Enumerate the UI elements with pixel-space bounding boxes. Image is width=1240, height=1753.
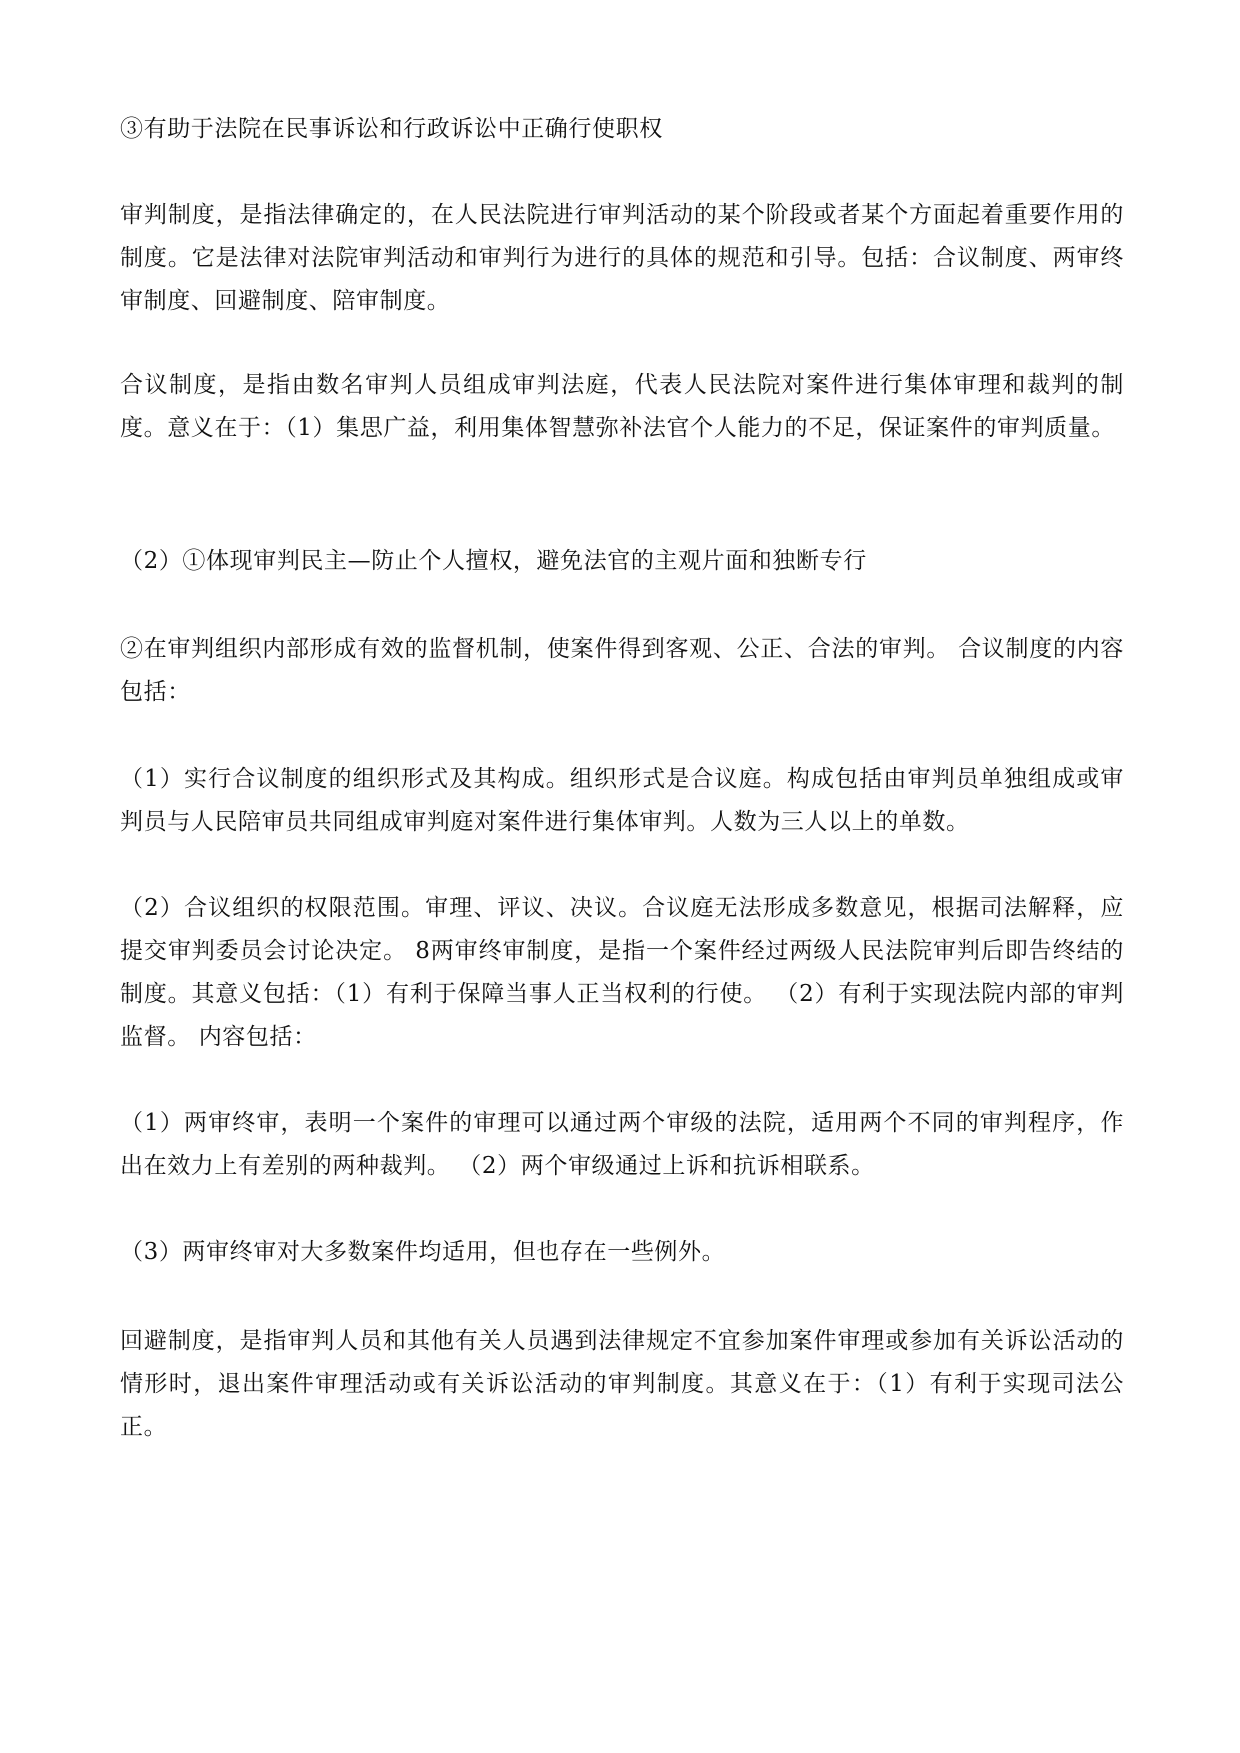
paragraph-4: （2）①体现审判民主—防止个人擅权，避免法官的主观片面和独断专行 [120, 548, 867, 574]
paragraph-10: 回避制度，是指审判人员和其他有关人员遇到法律规定不宜参加案件审理或参加有关诉讼活动的情形时，退出案件审理活动或有关诉讼活动的审判制度。其意义在于：（1）有利于实现司法公正。 [120, 1328, 1124, 1440]
paragraph-1: ③有助于法院在民事诉讼和行政诉讼中正确行使职权 [120, 116, 663, 142]
paragraph-3: 合议制度，是指由数名审判人员组成审判法庭，代表人民法院对案件进行集体审理和裁判的制度。意义在于：（1）集思广益，利用集体智慧弥补法官个人能力的不足，保证案件的审判质量。 [120, 372, 1124, 441]
paragraph-8: （1）两审终审，表明一个案件的审理可以通过两个审级的法院，适用两个不同的审判程序，作出在效力上有差别的两种裁判。 （2）两个审级通过上诉和抗诉相联系。 [120, 1110, 1124, 1179]
paragraph-2: 审判制度，是指法律确定的，在人民法院进行审判活动的某个阶段或者某个方面起着重要作用的制度。它是法律对法院审判活动和审判行为进行的具体的规范和引导。包括：合议制度、两审终审制度、回避制度、陪审制度。 [120, 202, 1124, 314]
paragraph-9: （3）两审终审对大多数案件均适用，但也存在一些例外。 [120, 1239, 726, 1265]
paragraph-7: （2）合议组织的权限范围。审理、评议、决议。合议庭无法形成多数意见，根据司法解释，应提交审判委员会讨论决定。 8两审终审制度，是指一个案件经过两级人民法院审判后即告终结的制度。其意义包括：（1）有利于保障当事人正当权利的行使。 （2）有利于实现法院内部的审判监督。 内容包括： [120, 895, 1124, 1050]
paragraph-6: （1）实行合议制度的组织形式及其构成。组织形式是合议庭。构成包括由审判员单独组成或审判员与人民陪审员共同组成审判庭对案件进行集体审判。人数为三人以上的单数。 [120, 766, 1124, 835]
paragraph-5: ②在审判组织内部形成有效的监督机制，使案件得到客观、公正、合法的审判。 合议制度的内容包括： [120, 636, 1124, 705]
